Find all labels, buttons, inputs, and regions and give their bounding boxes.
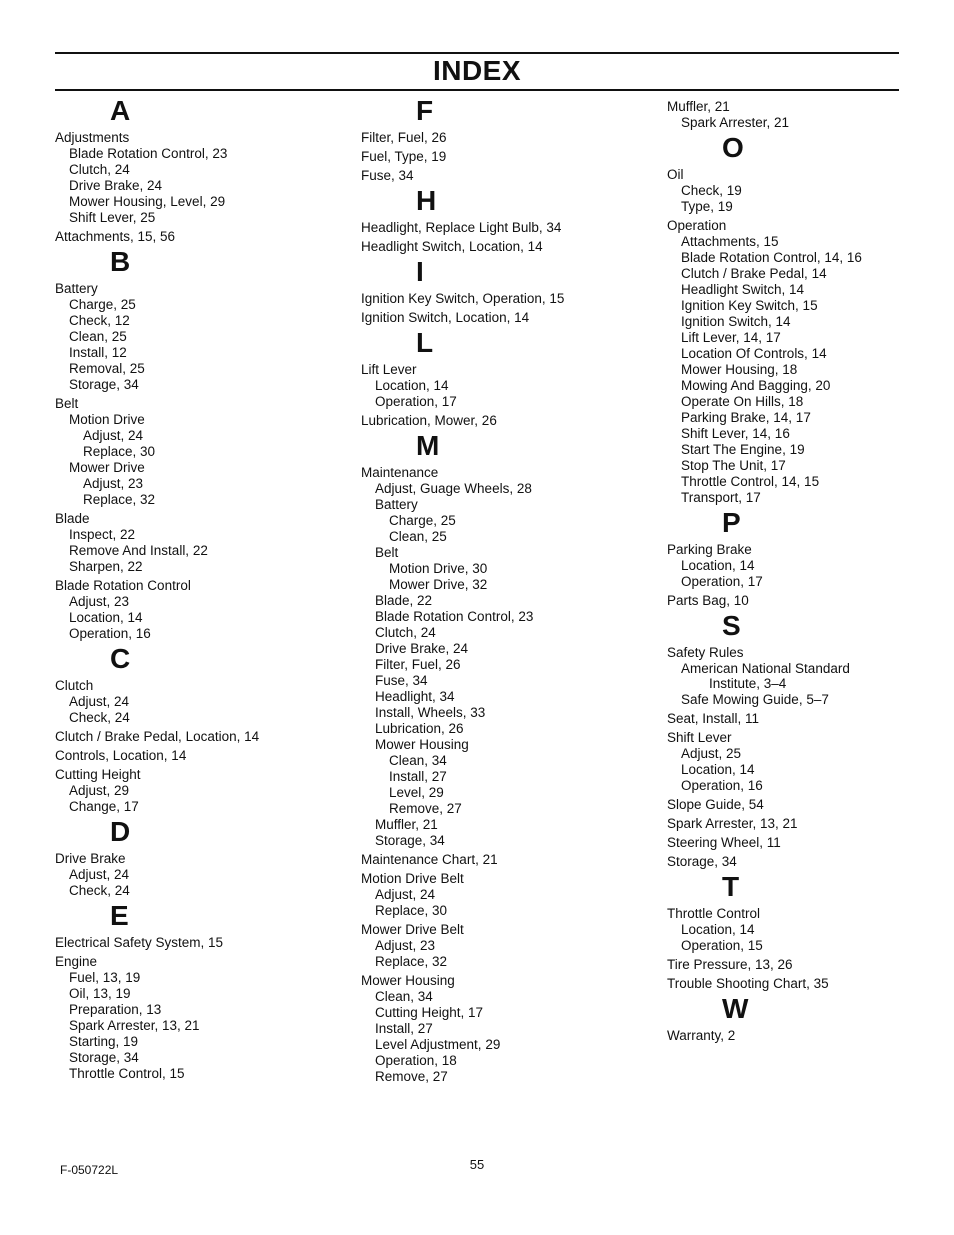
index-subentry: Blade Rotation Control, 23 [69,146,228,161]
index-subentry: Location, 14 [375,378,449,393]
index-entry: Steering Wheel, 11 [667,835,781,850]
index-subentry: Fuse, 34 [375,673,428,688]
index-subentry: Adjust, 29 [69,783,130,798]
index-subentry: Level Adjustment, 29 [375,1037,501,1052]
index-subentry: Operation, 16 [69,626,151,641]
index-subentry: Charge, 25 [389,513,456,528]
index-entry: Clutch [55,678,94,693]
index-subentry: Mower Drive [69,460,145,475]
index-subentry: Stop The Unit, 17 [681,458,786,473]
index-entry: Cutting Height [55,767,141,782]
index-subentry: Headlight Switch, 14 [681,282,805,297]
index-subentry: Blade Rotation Control, 14, 16 [681,250,862,265]
index-subentry: Operation, 16 [681,778,763,793]
index-subentry: Mower Drive, 32 [389,577,488,592]
index-subentry: Remove And Install, 22 [69,543,208,558]
section-letter-c: C [110,643,131,674]
index-subentry: Mowing And Bagging, 20 [681,378,831,393]
index-entry: Shift Lever [667,730,732,745]
index-entry: Parts Bag, 10 [667,593,749,608]
index-subentry: Mower Housing, 18 [681,362,798,377]
index-entry: Motion Drive Belt [361,871,464,886]
section-letter-o: O [722,132,744,163]
index-subentry: Drive Brake, 24 [69,178,163,193]
index-subentry: Inspect, 22 [69,527,136,542]
index-entry: Electrical Safety System, 15 [55,935,224,950]
index-subentry: Check, 24 [69,710,130,725]
index-subentry: Clutch, 24 [69,162,130,177]
index-subentry: Safe Mowing Guide, 5–7 [681,692,829,707]
index-entry: Tire Pressure, 13, 26 [667,957,793,972]
index-entry: Engine [55,954,98,969]
index-subentry: Clean, 25 [389,529,447,544]
index-subentry: Location, 14 [681,922,755,937]
index-subentry: Replace, 32 [83,492,156,507]
index-entry: Storage, 34 [667,854,737,869]
index-column-1 [55,94,345,1082]
index-subentry: Replace, 30 [375,903,448,918]
section-letter-m: M [416,430,440,461]
index-subentry: Operate On Hills, 18 [681,394,804,409]
index-subentry: Clean, 34 [389,753,447,768]
index-entry: Parking Brake [667,542,752,557]
index-entry: Lubrication, Mower, 26 [361,413,497,428]
index-entry: Controls, Location, 14 [55,748,187,763]
index-subentry: Replace, 32 [375,954,448,969]
index-entry: Muffler, 21 [667,99,730,114]
section-letter-w: W [722,993,749,1024]
section-letter-f: F [416,95,434,126]
index-subentry: Remove, 27 [389,801,462,816]
index-subentry: Adjust, 24 [69,867,130,882]
index-subentry: Preparation, 13 [69,1002,162,1017]
index-subentry: Charge, 25 [69,297,136,312]
index-entry: Blade [55,511,90,526]
section-letter-i: I [416,256,424,287]
index-subentry: Operation, 17 [681,574,763,589]
index-subentry: Blade, 22 [375,593,433,608]
index-subentry: Adjust, 23 [83,476,144,491]
index-entry: Slope Guide, 54 [667,797,764,812]
index-subentry: Install, 12 [69,345,127,360]
index-column-3 [667,96,954,1044]
index-entry: Mower Drive Belt [361,922,464,937]
index-subentry: Check, 19 [681,183,742,198]
index-subentry: Install, 27 [389,769,447,784]
index-entry: Fuel, Type, 19 [361,149,447,164]
index-entry: Belt [55,396,79,411]
index-subentry: Spark Arrester, 13, 21 [69,1018,200,1033]
index-subentry: Motion Drive, 30 [389,561,488,576]
index-entry: Adjustments [55,130,130,145]
index-subentry: Start The Engine, 19 [681,442,805,457]
index-entry: Fuse, 34 [361,168,414,183]
index-subentry: Location Of Controls, 14 [681,346,827,361]
index-subentry: Belt [375,545,399,560]
index-subentry: Install, Wheels, 33 [375,705,486,720]
section-letter-b: B [110,246,131,277]
index-subentry: Removal, 25 [69,361,145,376]
index-subentry: Adjust, 23 [69,594,130,609]
index-entry: Ignition Switch, Location, 14 [361,310,530,325]
index-entry: Spark Arrester, 13, 21 [667,816,798,831]
index-subentry: Filter, Fuel, 26 [375,657,461,672]
index-entry: Throttle Control [667,906,761,921]
index-subentry: Level, 29 [389,785,444,800]
index-subentry: Check, 24 [69,883,130,898]
index-subentry: Storage, 34 [69,1050,139,1065]
index-subentry: Replace, 30 [83,444,156,459]
index-entry: Clutch / Brake Pedal, Location, 14 [55,729,260,744]
index-subentry: Oil, 13, 19 [69,986,131,1001]
index-entry: Blade Rotation Control [55,578,191,593]
top-rule [55,52,899,54]
index-subentry: Check, 12 [69,313,130,328]
index-subentry: Lift Lever, 14, 17 [681,330,781,345]
document-code: F-050722L [60,1163,119,1177]
index-column-2 [361,94,651,1085]
index-subentry: American National Standard [681,661,850,676]
index-subentry: Operation, 17 [375,394,457,409]
index-entry: Maintenance Chart, 21 [361,852,498,867]
index-entry: Drive Brake [55,851,126,866]
index-subentry: Type, 19 [681,199,733,214]
section-letter-t: T [722,871,740,902]
index-subentry: Adjust, 24 [375,887,436,902]
index-subentry: Change, 17 [69,799,139,814]
index-subentry: Storage, 34 [375,833,445,848]
index-subentry: Parking Brake, 14, 17 [681,410,811,425]
section-letter-h: H [416,185,437,216]
index-subentry: Remove, 27 [375,1069,448,1084]
index-entry: Headlight Switch, Location, 14 [361,239,543,254]
index-subentry: Adjust, 23 [375,938,436,953]
index-subentry: Motion Drive [69,412,145,427]
index-subentry: Ignition Switch, 14 [681,314,791,329]
page-number: 55 [469,1157,485,1172]
index-subentry: Operation, 18 [375,1053,457,1068]
index-entry: Mower Housing [361,973,455,988]
index-subentry: Throttle Control, 15 [69,1066,185,1081]
index-subentry: Clutch, 24 [375,625,436,640]
index-subentry: Clutch / Brake Pedal, 14 [681,266,827,281]
index-entry: Warranty, 2 [667,1028,736,1043]
index-subentry: Transport, 17 [681,490,761,505]
section-letter-s: S [722,610,741,641]
index-entry: Attachments, 15, 56 [55,229,176,244]
index-subentry: Spark Arrester, 21 [681,115,790,130]
index-subentry: Adjust, 24 [83,428,144,443]
index-subentry: Clean, 25 [69,329,127,344]
index-subentry: Install, 27 [375,1021,433,1036]
section-letter-d: D [110,816,131,847]
index-entry: Seat, Install, 11 [667,711,760,726]
index-subentry: Adjust, 25 [681,746,742,761]
index-subentry: Location, 14 [69,610,143,625]
section-letter-e: E [110,900,129,931]
index-entry: Operation [667,218,727,233]
index-subentry: Muffler, 21 [375,817,438,832]
index-subentry: Starting, 19 [69,1034,139,1049]
index-subentry: Adjust, 24 [69,694,130,709]
section-letter-a: A [110,95,131,126]
index-subentry: Institute, 3–4 [709,676,787,691]
index-subentry: Shift Lever, 14, 16 [681,426,790,441]
index-subentry: Battery [375,497,418,512]
index-subentry: Cutting Height, 17 [375,1005,484,1020]
index-subentry: Ignition Key Switch, 15 [681,298,818,313]
index-subentry: Sharpen, 22 [69,559,143,574]
section-letter-l: L [416,327,434,358]
index-entry: Lift Lever [361,362,417,377]
index-subentry: Adjust, Guage Wheels, 28 [375,481,532,496]
index-subentry: Location, 14 [681,558,755,573]
index-subentry: Blade Rotation Control, 23 [375,609,534,624]
index-subentry: Throttle Control, 14, 15 [681,474,820,489]
section-letter-p: P [722,507,741,538]
index-subentry: Shift Lever, 25 [69,210,156,225]
index-entry: Filter, Fuel, 26 [361,130,447,145]
index-subentry: Attachments, 15 [681,234,779,249]
page-title: INDEX [432,55,522,86]
index-subentry: Clean, 34 [375,989,433,1004]
index-entry: Maintenance [361,465,439,480]
index-subentry: Location, 14 [681,762,755,777]
index-subentry: Operation, 15 [681,938,763,953]
index-subentry: Storage, 34 [69,377,139,392]
index-subentry: Headlight, 34 [375,689,455,704]
index-subentry: Lubrication, 26 [375,721,464,736]
index-entry: Trouble Shooting Chart, 35 [667,976,829,991]
title-rule [55,89,899,91]
index-subentry: Mower Housing, Level, 29 [69,194,226,209]
index-subentry: Fuel, 13, 19 [69,970,141,985]
index-entry: Oil [667,167,684,182]
index-entry: Battery [55,281,98,296]
index-entry: Safety Rules [667,645,744,660]
index-subentry: Drive Brake, 24 [375,641,469,656]
index-entry: Ignition Key Switch, Operation, 15 [361,291,565,306]
index-subentry: Mower Housing [375,737,469,752]
index-entry: Headlight, Replace Light Bulb, 34 [361,220,562,235]
